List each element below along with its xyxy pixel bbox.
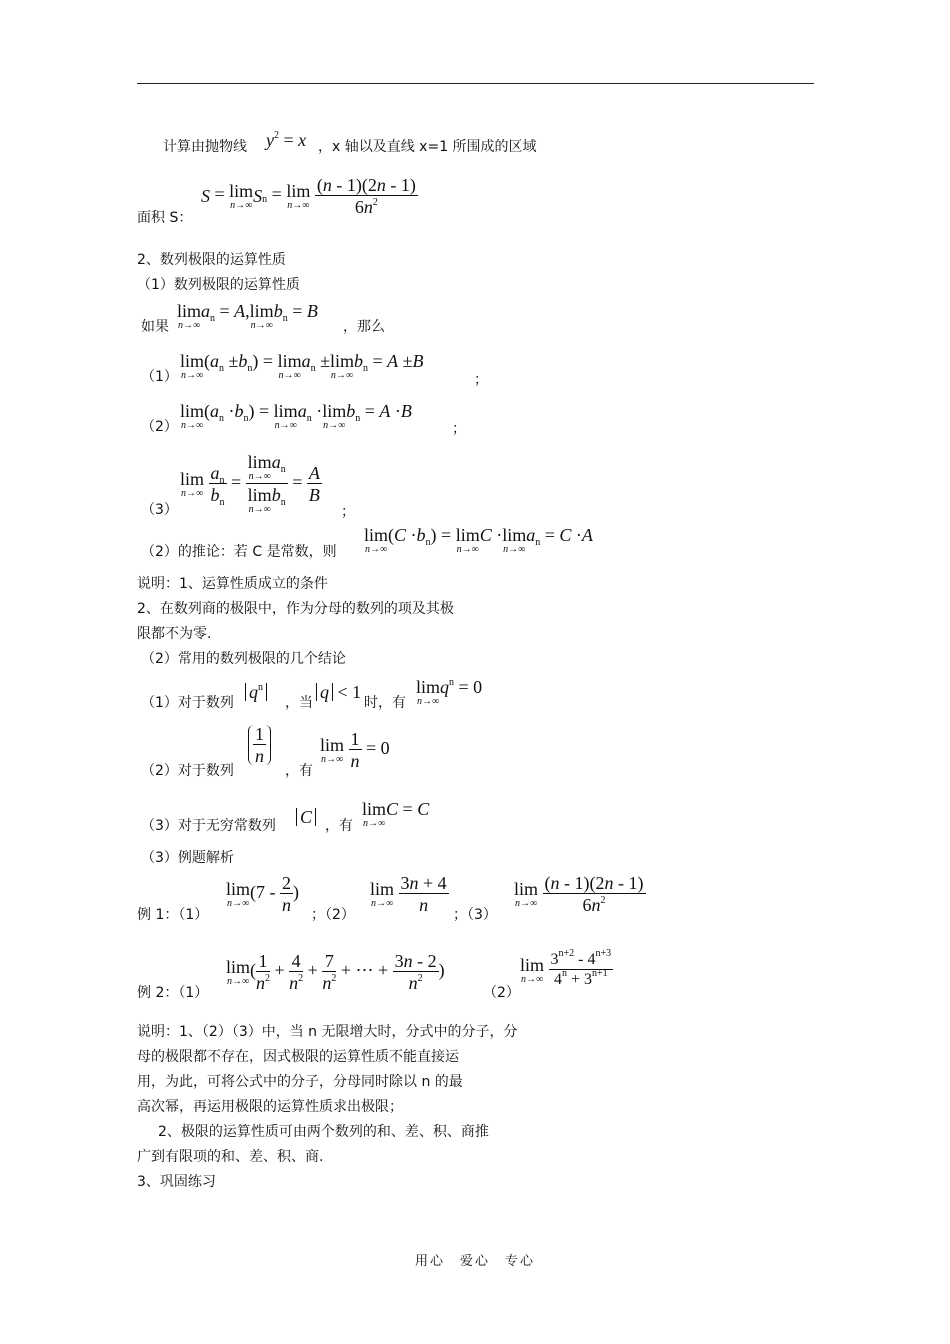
summary-line-5: 2、极限的运算性质可由两个数列的和、差、积、商推 xyxy=(158,1124,489,1140)
section-heading-2: 2、数列极限的运算性质 xyxy=(137,252,286,268)
prop-label-2: （2） xyxy=(141,419,178,435)
conclusion-1-label: （1）对于数列 xyxy=(141,695,234,711)
formula-parabola: $y^2 = x$ xyxy=(266,130,307,150)
corollary-text: （2）的推论：若 C 是常数，则 xyxy=(141,544,337,560)
conclusion-3-label: （3）对于无穷常数列 xyxy=(141,818,276,834)
then-text: ，那么 xyxy=(343,319,385,335)
example-2-label: 例 2：（1） xyxy=(137,985,209,1001)
example-1-label: 例 1：（1） xyxy=(137,907,209,923)
subheading-3: （3）例题解析 xyxy=(141,850,234,866)
formula-corollary: lim n→∞ $(C \cdot b_n) = \lim$ n→∞ C ·lim n→∞ $a_n = C \cdot A$ xyxy=(364,525,593,555)
formula-product-rule: lim n→∞ $(a_n \cdot b_n) = \lim$ n→∞ $a_n \cdot\lim$ n→∞ $b_n = A \cdot B$ xyxy=(180,401,412,431)
summary-line-3: 用，为此，可将公式中的分子，分母同时除以 n 的最 xyxy=(137,1074,463,1090)
subheading-2: （2）常用的数列极限的几个结论 xyxy=(141,651,346,667)
header-rule xyxy=(137,83,814,84)
formula-ex1-2: lim n→∞ $\frac{3n + 4}{n}$ xyxy=(370,873,447,915)
summary-line-1: 说明：1、（2）（3）中，当 n 无限增大时，分式中的分子，分 xyxy=(137,1024,518,1040)
formula-constant-limit: lim n→∞ C = C xyxy=(362,799,430,829)
page-footer: 用心 爱心 专心 xyxy=(414,1254,535,1269)
conclusion-2-then: ，有 xyxy=(285,763,313,779)
formula-qn-limit: lim n→∞ $q^n = 0$ xyxy=(416,677,483,707)
prop-label-3: （3） xyxy=(141,502,178,518)
formula-ex1-1: lim n→∞ (7 - $\frac{2}{n}$ ) xyxy=(226,873,300,915)
formula-ex1-3: lim n→∞ $\frac{(n - 1)(2n - 1)}{6n^2}$ xyxy=(514,873,644,915)
formula-area: S = lim n→∞ $S_n = \lim$ n→∞ $\frac{(n - 1)(2n - 1)}{6n^2}$ xyxy=(201,175,416,217)
note-3: 限都不为零. xyxy=(137,626,212,642)
summary-line-4: 高次幂，再运用极限的运算性质求出极限； xyxy=(137,1099,403,1115)
intro-text-2: ，x 轴以及直线 x=1 所围成的区域 xyxy=(318,139,537,155)
subheading-1: （1）数列极限的运算性质 xyxy=(137,277,300,293)
prop-label-1: （1） xyxy=(141,369,178,385)
example-2-sep: （2） xyxy=(483,985,520,1001)
summary-line-6: 广到有限项的和、差、积、商. xyxy=(137,1149,324,1165)
formula-constant-seq: C xyxy=(296,808,316,826)
formula-q-abs: q < 1 xyxy=(316,683,361,701)
formula-qn-seq: $q^n$ xyxy=(245,683,267,701)
conclusion-1-when: ，当 xyxy=(285,695,313,711)
formula-reciprocal-limit: lim n→∞ $\frac{1}{n}$ = 0 xyxy=(320,729,390,771)
formula-quotient-rule: lim n→∞ $\frac{a_n}{b_n}$ = lim n→∞ $a_n$ lim n→∞ $b_n$ = $\frac{A}{B}$ xyxy=(180,452,320,515)
conclusion-3-then: ，有 xyxy=(325,818,353,834)
intro-text: 计算由抛物线 xyxy=(163,139,247,155)
note-1: 说明：1、运算性质成立的条件 xyxy=(137,576,328,592)
semicolon-1: ； xyxy=(474,372,488,388)
note-2: 2、在数列商的极限中，作为分母的数列的项及其极 xyxy=(137,601,454,617)
if-text: 如果 xyxy=(141,319,169,335)
section-heading-3: 3、巩固练习 xyxy=(137,1174,216,1190)
conclusion-2-label: （2）对于数列 xyxy=(141,763,234,779)
example-1-sep-2: ；（2） xyxy=(311,907,355,923)
semicolon-2: ； xyxy=(452,421,466,437)
area-label: 面积 S： xyxy=(137,210,193,226)
summary-line-2: 母的极限都不存在，因式极限的运算性质不能直接运 xyxy=(137,1049,459,1065)
formula-sum-rule: lim n→∞ $(a_n \pm b_n) = \lim$ n→∞ $a_n \pm\lim$ n→∞ $b_n = A \pm B$ xyxy=(180,351,424,381)
semicolon-3: ； xyxy=(341,504,355,520)
conclusion-1-then: 时，有 xyxy=(364,695,406,711)
formula-hypothesis: lim n→∞ $a_n = A,\lim$ n→∞ $b_n = B$ xyxy=(177,301,318,331)
formula-ex2-1: lim n→∞ ( $\frac{1}{n^2}$ + $\frac{4}{n^2}$ + $\frac{7}{n^2}$ + ⋯ + $\frac{3n - 2}{n^2}$ ) xyxy=(226,951,445,993)
example-1-sep-3: ；（3） xyxy=(453,907,497,923)
formula-reciprocal-seq: $\frac{1}{n}$ xyxy=(248,725,271,765)
formula-ex2-2: lim n→∞ $\frac{3^{n+2} - 4^{n+3}}{4^n + 3^{n+1}}$ xyxy=(520,948,612,988)
